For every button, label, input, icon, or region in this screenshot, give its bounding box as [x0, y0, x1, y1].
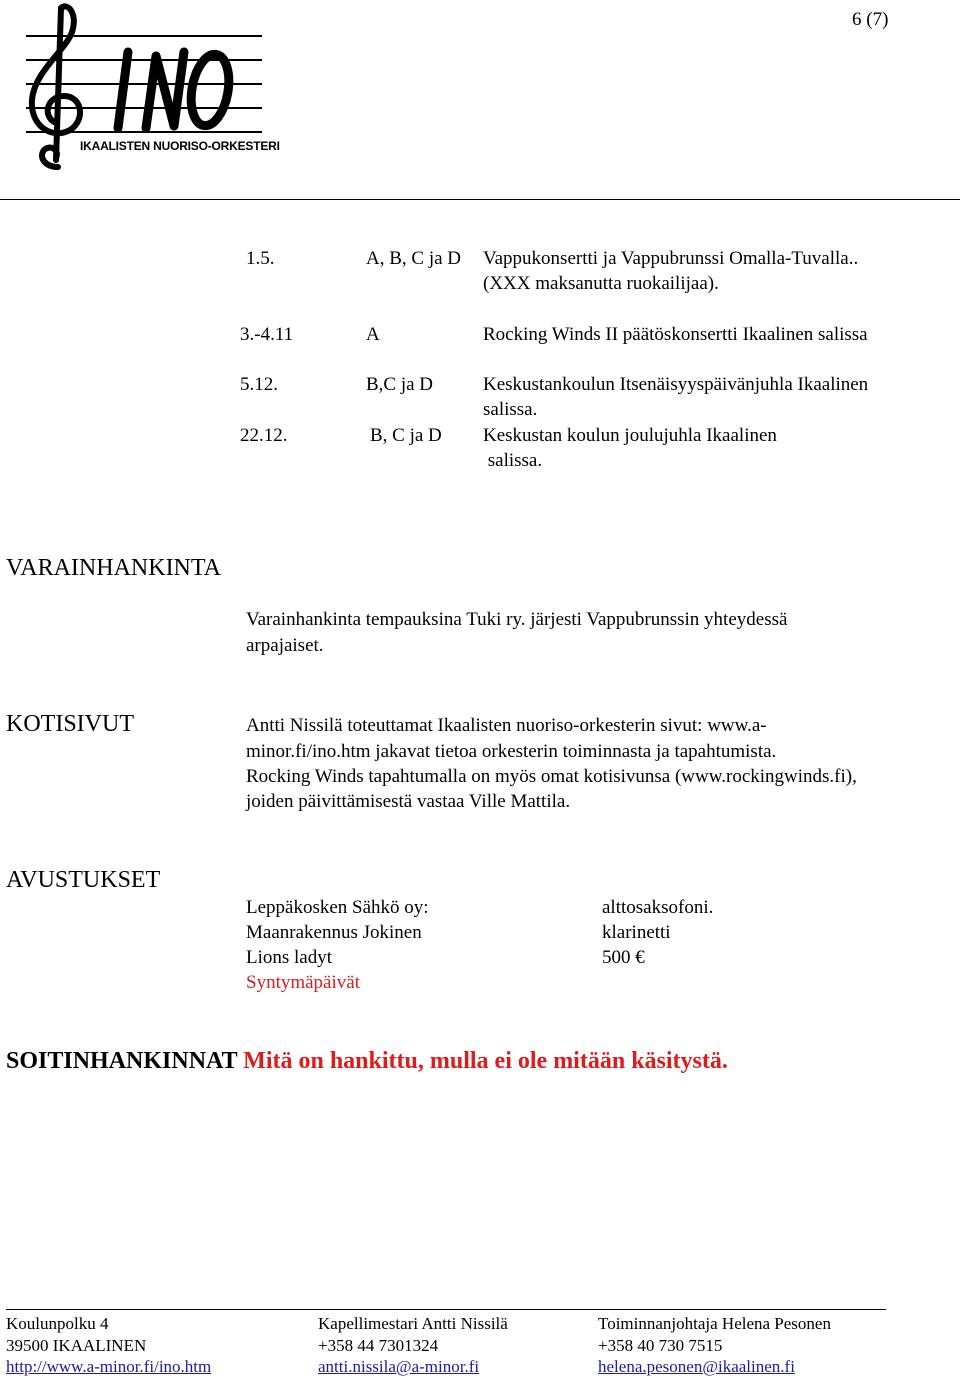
- event-description: salissa.: [483, 399, 538, 420]
- section-heading-avustukset: AVUSTUKSET: [6, 867, 161, 893]
- footer-conductor-email-link[interactable]: antti.nissila@a-minor.fi: [318, 1357, 480, 1376]
- footer-conductor-phone: +358 44 7301324: [318, 1336, 439, 1355]
- footer-director: Toiminnanjohtaja Helena Pesonen: [598, 1314, 831, 1333]
- paragraph-line: Rocking Winds tapahtumalla on myös omat kotisivunsa (www.rockingwinds.fi),: [246, 766, 857, 787]
- footer-director-email-link[interactable]: helena.pesonen@ikaalinen.fi: [598, 1357, 795, 1376]
- event-description: Keskustan koulun joulujuhla Ikaalinen: [483, 425, 777, 446]
- paragraph-line: joiden päivittämisestä vastaa Ville Mattila.: [246, 791, 571, 812]
- donor-name: Syntymäpäivät: [246, 972, 360, 993]
- paragraph-line: minor.fi/ino.htm jakavat tietoa orkesterin toiminnasta ja tapahtumista.: [246, 741, 777, 762]
- donor-name: Leppäkosken Sähkö oy:: [246, 897, 429, 918]
- paragraph-line: arpajaiset.: [246, 635, 324, 656]
- event-groups: B, C ja D: [370, 425, 442, 446]
- soitinhankinnat-title: SOITINHANKINNAT: [6, 1048, 238, 1074]
- paragraph-line: Antti Nissilä toteuttamat Ikaalisten nuoriso-orkesterin sivut: www.a-: [246, 715, 767, 736]
- event-date: 5.12.: [240, 374, 278, 395]
- footer-postal: 39500 IKAALINEN: [6, 1336, 147, 1355]
- page-number: 6 (7): [852, 9, 889, 30]
- footer-address: Koulunpolku 4: [6, 1314, 109, 1333]
- event-date: 3.-4.11: [240, 324, 294, 345]
- event-groups: A, B, C ja D: [366, 248, 461, 269]
- footer-divider: [6, 1309, 886, 1310]
- event-description: salissa.: [483, 450, 543, 471]
- paragraph-line: Varainhankinta tempauksina Tuki ry. järjesti Vappubrunssin yhteydessä: [246, 609, 788, 630]
- section-heading-soitinhankinnat: [6, 1047, 728, 1075]
- logo-subtitle: IKAALISTEN NUORISO-ORKESTERI: [80, 139, 280, 153]
- donor-name: Maanrakennus Jokinen: [246, 922, 422, 943]
- header-divider: [0, 199, 960, 200]
- event-groups: A: [366, 324, 380, 345]
- donation-item: 500 €: [602, 947, 645, 968]
- event-date: 1.5.: [246, 248, 275, 269]
- section-heading-kotisivut: KOTISIVUT: [6, 711, 134, 737]
- donation-item: klarinetti: [602, 922, 671, 943]
- footer-director-phone: +358 40 730 7515: [598, 1336, 723, 1355]
- event-description: (XXX maksanutta ruokailijaa).: [483, 273, 719, 294]
- event-description: Keskustankoulun Itsenäisyyspäivänjuhla Ikaalinen: [483, 374, 869, 395]
- footer-website-link[interactable]: http://www.a-minor.fi/ino.htm: [6, 1357, 212, 1376]
- footer-conductor: Kapellimestari Antti Nissilä: [318, 1314, 508, 1333]
- event-description: Vappukonsertti ja Vappubrunssi Omalla-Tuvalla..: [483, 248, 859, 269]
- event-description: Rocking Winds II päätöskonsertti Ikaalinen salissa: [483, 324, 868, 345]
- ino-logo: [6, 2, 280, 172]
- soitinhankinnat-note: Mitä on hankittu, mulla ei ole mitään käsitystä.: [243, 1048, 728, 1074]
- section-heading-varainhankinta: VARAINHANKINTA: [6, 555, 221, 581]
- event-date: 22.12.: [240, 425, 288, 446]
- event-groups: B,C ja D: [366, 374, 434, 395]
- donor-name: Lions ladyt: [246, 947, 333, 968]
- donation-item: alttosaksofoni.: [602, 897, 714, 918]
